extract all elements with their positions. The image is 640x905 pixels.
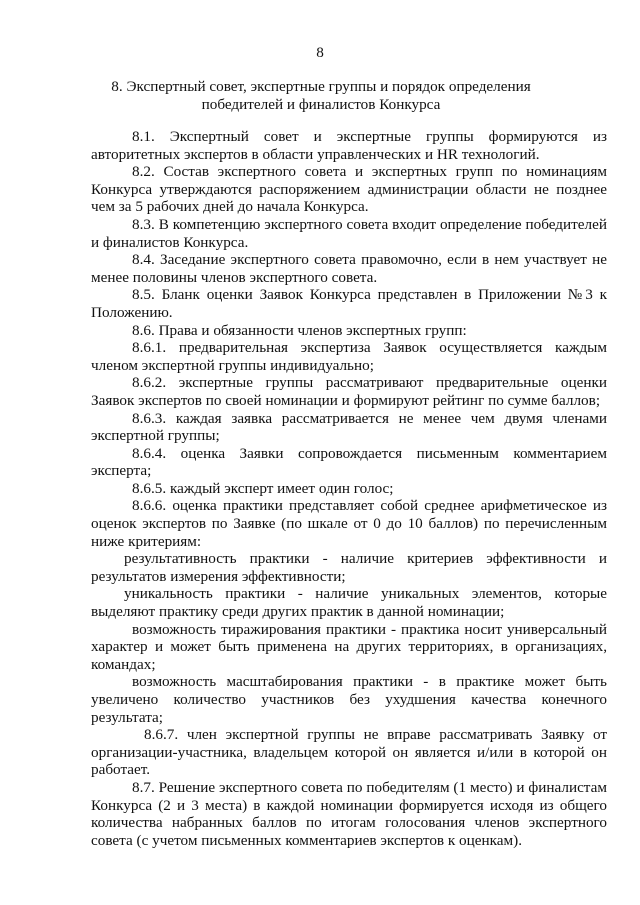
paragraph-8-3: 8.3. В компетенцию экспертного совета входит определение победителей и финалистов Конкурса. bbox=[91, 215, 607, 251]
paragraph-8-6-5: 8.6.5. каждый эксперт имеет один голос; bbox=[132, 479, 394, 497]
section-body bbox=[91, 128, 607, 849]
criterion-uniqueness: уникальность практики - наличие уникальных элементов, которые выделяют практику среди других практик в данной номинации; bbox=[91, 585, 607, 621]
section-heading: 8. Экспертный совет, экспертные группы и порядок определения победителей и финалистов Конкурса bbox=[111, 78, 531, 113]
paragraph-8-6-3: 8.6.3. каждая заявка рассматривается не менее чем двумя членами экспертной группы; bbox=[91, 409, 607, 445]
criterion-replicability: возможность тиражирования практики - практика носит универсальный характер и может быть применена на других территориях, в организациях, командах; bbox=[91, 620, 607, 673]
paragraph-8-2: 8.2. Состав экспертного совета и экспертных групп по номинациям Конкурса утверждаются распоряжением администрации области не позднее чем за 5 рабочих дней до начала Конкурса. bbox=[91, 163, 607, 216]
paragraph-8-1: 8.1. Экспертный совет и экспертные группы формируются из авторитетных экспертов в области управленческих и HR технологий. bbox=[91, 128, 607, 163]
paragraph-8-6-7: 8.6.7. член экспертной группы не вправе рассматривать Заявку от организации-участника, владельцем которой он является и/или в которой он работает. bbox=[91, 726, 607, 779]
paragraph-8-5: 8.5. Бланк оценки Заявок Конкурса представлен в Приложении №3 к Положению. bbox=[91, 286, 607, 321]
criterion-scalability: возможность масштабирования практики - в практике может быть увеличено количество участников без ухудшения качества конечного результата; bbox=[91, 673, 607, 726]
paragraph-8-6: 8.6. Права и обязанности членов экспертных групп: bbox=[132, 321, 467, 339]
paragraph-8-7: 8.7. Решение экспертного совета по победителям (1 место) и финалистам Конкурса (2 и 3 места) в каждой номинации формируется исходя из общего количества набранных баллов по итогам голосования членов экспертного совета (с учетом письменных комментариев экспертов к оценкам). bbox=[91, 778, 607, 849]
paragraph-8-6-1: 8.6.1. предварительная экспертиза Заявок осуществляется каждым членом экспертной группы индивидуально; bbox=[91, 339, 607, 374]
criterion-effectiveness: результативность практики - наличие критериев эффективности и результатов измерения эффективности; bbox=[91, 550, 607, 585]
page-number: 8 bbox=[316, 44, 324, 61]
paragraph-8-6-4: 8.6.4. оценка Заявки сопровождается письменным комментарием эксперта; bbox=[91, 444, 607, 480]
paragraph-8-6-6: 8.6.6. оценка практики представляет собой среднее арифметическое из оценок экспертов по Заявке (по шкале от 0 до 10 баллов) по перечисленным ниже критериям: bbox=[91, 497, 607, 550]
paragraph-8-6-2: 8.6.2. экспертные группы рассматривают предварительные оценки Заявок экспертов по своей номинации и формируют рейтинг по сумме баллов; bbox=[91, 374, 607, 409]
paragraph-8-4: 8.4. Заседание экспертного совета правомочно, если в нем участвует не менее половины членов экспертного совета. bbox=[91, 251, 607, 286]
